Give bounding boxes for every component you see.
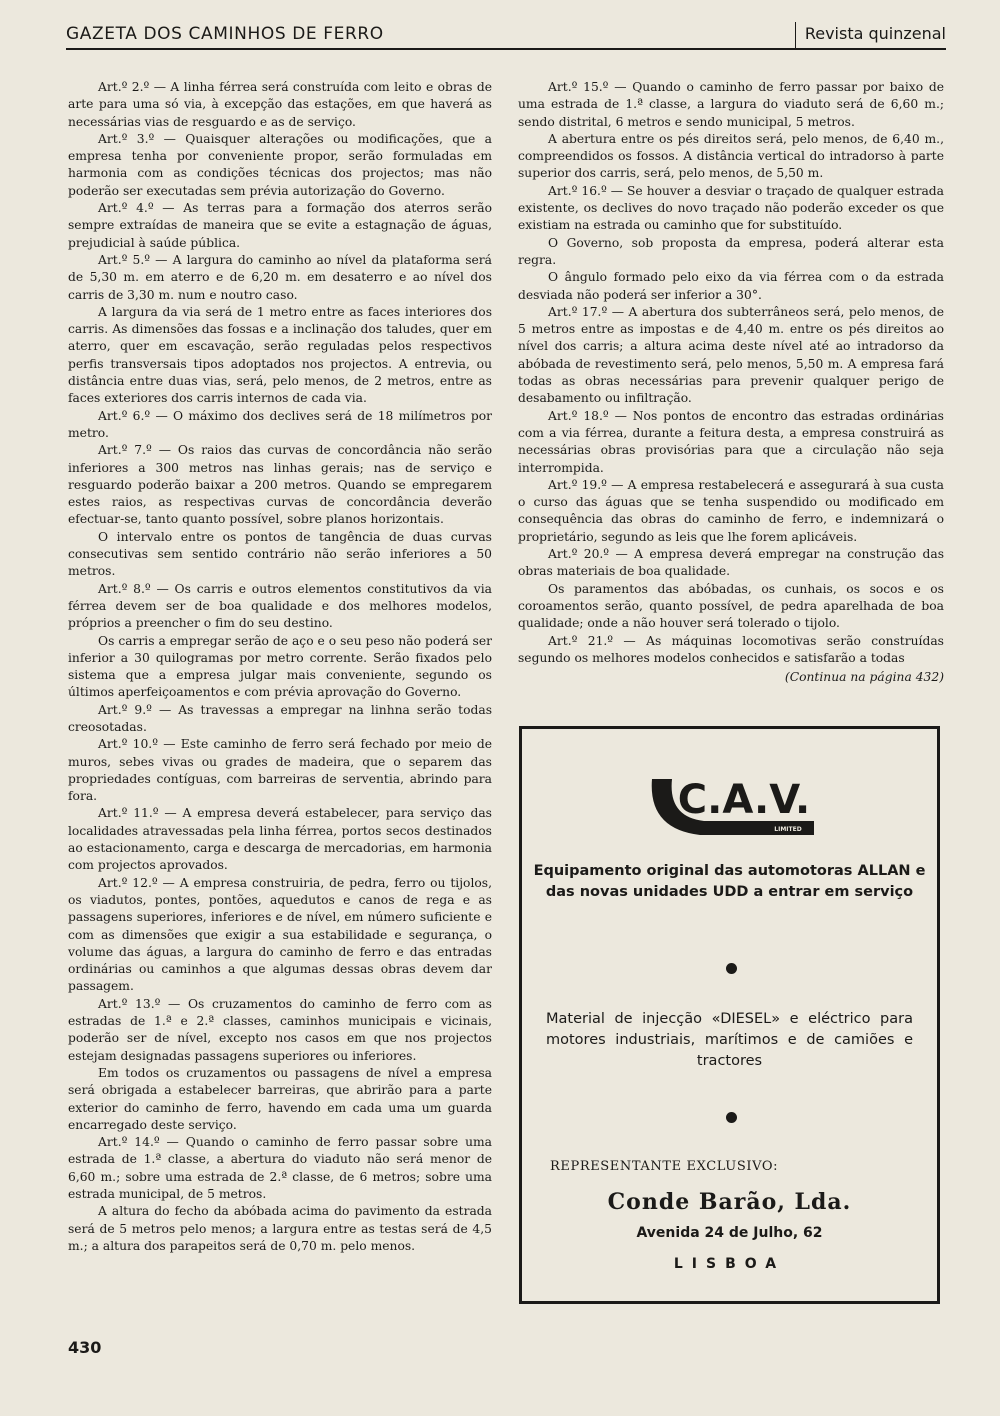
article-paragraph: Em todos os cruzamentos ou passagens de nível a empresa será obrigada a estabelecer barreiras, que abrirão para a parte exterior do caminho de ferro, havendo em cada uma um guarda encarregado deste serviço. xyxy=(68,1065,492,1132)
article-paragraph: A altura do fecho da abóbada acima do pavimento da estrada será de 5 metros pelo menos; a largura entre as testas será de 4,5 m.; a altura dos parapeitos será de 0,70 m. pelo menos. xyxy=(68,1204,492,1253)
article-paragraph: Art.º 9.º — As travessas a empregar na linhna serão todas creosotadas. xyxy=(68,702,492,734)
page-number: 430 xyxy=(68,1338,102,1357)
article-paragraph: Art.º 7.º — Os raios das curvas de concordância não serão inferiores a 300 metros nas linhas gerais; nas de serviço e resguardo poderão baixar a 200 metros. Quando se empregarem estes raios, as respectivas curvas de concordância deverão efectuar-se, tanto quanto possível, sobre planos horizontais. xyxy=(68,443,492,527)
article-paragraph: O Governo, sob proposta da empresa, poderá alterar esta regra. xyxy=(518,235,944,267)
bullet-dot xyxy=(726,1112,737,1123)
article-paragraph: Art.º 17.º — A abertura dos subterrâneos será, pelo menos, de 5 metros entre as impostas e de 4,40 m. entre os pés direitos ao nível dos carris; a altura acima deste nível até ao intradorso da abóbada de revestimento será, pelo menos, 5,50 m. A empresa fará todas as obras necessárias para prevenir qualquer perigo de desabamento ou infiltração. xyxy=(518,304,944,406)
article-paragraph: Art.º 11.º — A empresa deverá estabelecer, para serviço das localidades atravessadas pela linha férrea, portos secos destinados ao estacionamento, carga e descarga de mercadorias, em harmonia com projectos aprovados. xyxy=(68,806,492,873)
article-paragraph: O ângulo formado pelo eixo da via férrea com o da estrada desviada não poderá ser inferior a 30°. xyxy=(518,270,944,302)
company-name: Conde Barão, Lda. xyxy=(607,1189,852,1215)
article-paragraph: Art.º 16.º — Se houver a desviar o traçado de qualquer estrada existente, os declives do novo traçado não poderão exceder os que existiam na estrada ou caminho que for substituído. xyxy=(518,183,944,233)
article-paragraph: Art.º 4.º — As terras para a formação dos aterros serão sempre extraídas de maneira que se evite a estagnação de águas, prejudicial à saúde pública. xyxy=(68,201,492,250)
article-paragraph: Art.º 2.º — A linha férrea será construída com leito e obras de arte para uma só via, à excepção das estações, em que haverá as necessárias vias de resguardo e as de serviço. xyxy=(68,80,492,129)
article-paragraph: Art.º 21.º — As máquinas locomotivas serão construídas segundo os melhores modelos conhecidos e satisfarão a todas xyxy=(518,633,944,665)
advertisement-box xyxy=(519,726,940,1304)
article-paragraph: Art.º 14.º — Quando o caminho de ferro passar sobre uma estrada de 1.ª classe, a abertura do viaduto não será menor de 6,60 m.; sobre uma estrada de 2.ª classe, de 6 metros; sobre uma estrada municipal, de 5 metros. xyxy=(68,1135,492,1201)
right-column xyxy=(518,79,944,686)
logo-subtext: LIMITED xyxy=(774,826,802,833)
article-paragraph: Art.º 8.º — Os carris e outros elementos constitutivos da via férrea devem ser de boa qualidade e dos melhores modelos, próprios a preencher o fim do seu destino. xyxy=(68,581,492,631)
article-paragraph: Art.º 12.º — A empresa construiria, de pedra, ferro ou tijolos, os viadutos, pontes, pontões, aquedutos e canos de rega e as passagens superiores, inferiores e de nível, em número suficiente e com as dimensões que exigir a sua estabilidade e segurança, o volume das águas, a largura do caminho de ferro e das entradas ordinárias ou caminhos a que algumas dessas obras devem dar passagem. xyxy=(68,875,492,994)
bullet-dot xyxy=(726,963,737,974)
representative-label: REPRESENTANTE EXCLUSIVO: xyxy=(550,1159,779,1174)
article-paragraph: Art.º 20.º — A empresa deverá empregar na construção das obras materiais de boa qualidade. xyxy=(518,547,944,579)
company-address: Avenida 24 de Julho, 62 xyxy=(636,1225,823,1241)
article-paragraph: Art.º 18.º — Nos pontos de encontro das estradas ordinárias com a via férrea, durante a feitura desta, a empresa construirá as necessárias obras provisórias para que a circulação não seja interrompida. xyxy=(518,408,944,475)
article-paragraph: Os carris a empregar serão de aço e o seu peso não poderá ser inferior a 30 quilogramas por metro corrente. Serão fixados pelo sistema que a empresa julgar mais conveniente, segundo os últimos aperfeiçoamentos e com prévia aprovação do Governo. xyxy=(68,633,492,700)
article-paragraph: Os paramentos das abóbadas, os cunhais, os socos e os coroamentos serão, quanto possível, de pedra aparelhada de boa qualidade; onde a não houver será tolerado o tijolo. xyxy=(518,581,944,631)
company-city: LISBOA xyxy=(673,1256,786,1272)
article-paragraph: Art.º 5.º — A largura do caminho ao nível da plataforma será de 5,30 m. em aterro e de 6,20 m. em desaterro e ao nível dos carris de 3,30 m. num e noutro caso. xyxy=(68,252,492,302)
cav-logo xyxy=(642,765,822,845)
right-column-articles xyxy=(518,79,944,667)
article-paragraph: Art.º 3.º — Quaisquer alterações ou modificações, que a empresa tenha por conveniente propor, serão formuladas em harmonia com as condições técnicas dos projectos; mas não poderão ser executadas sem prévia autorização do Governo. xyxy=(68,131,492,198)
article-paragraph: O intervalo entre os pontos de tangência de duas curvas consecutivas sem sentido contrário não serão inferiores a 50 metros. xyxy=(68,529,492,579)
page-header xyxy=(66,22,946,50)
journal-subtitle: Revista quinzenal xyxy=(804,24,946,43)
article-paragraph: Art.º 19.º — A empresa restabelecerá e assegurará à sua custa o curso das águas que se tenha suspendido ou modificado em consequência das obras do caminho de ferro, e indemnizará o proprietário, segundo as leis que lhe forem aplicáveis. xyxy=(518,477,944,544)
left-column xyxy=(68,79,492,1255)
logo-text: C.A.V. xyxy=(677,777,811,823)
article-paragraph: Art.º 10.º — Este caminho de ferro será fechado por meio de muros, sebes vivas ou grades de madeira, que o separem das propriedades contíguas, com barreiras de serventia, abrindo para fora. xyxy=(68,737,492,804)
header-divider xyxy=(795,22,796,48)
article-paragraph: A largura da via será de 1 metro entre as faces interiores dos carris. As dimensões das fossas e a inclinação dos taludes, quer em aterro, quer em escavação, serão reguladas pelos respectivos perfis transversais tipos adoptados nos projectos. A entrevia, ou distância entre duas vias, será, pelo menos, de 2 metros, entre as faces exteriores dos carris internos de cada via. xyxy=(68,304,492,406)
journal-title: GAZETA DOS CAMINHOS DE FERRO xyxy=(66,24,384,44)
article-paragraph: Art.º 13.º — Os cruzamentos do caminho de ferro com as estradas de 1.ª e 2.ª classes, caminhos municipais e vicinais, poderão ser de nível, excepto nos casos em que nos projectos estejam designadas passagens superiores ou inferiores. xyxy=(68,996,492,1063)
article-paragraph: Art.º 15.º — Quando o caminho de ferro passar por baixo de uma estrada de 1.ª classe, a largura do viaduto será de 6,60 m.; sendo distrital, 6 metros e sendo municipal, 5 metros. xyxy=(518,80,944,129)
ad-body: Material de injecção «DIESEL» e eléctrico para motores industriais, marítimos e de camiões e tractores xyxy=(546,1011,913,1069)
article-paragraph: A abertura entre os pés direitos será, pelo menos, de 6,40 m., compreendidos os fossos. A distância vertical do intradorso à parte superior dos carris, será, pelo menos, de 5,50 m. xyxy=(518,131,944,181)
ad-headline: Equipamento original das automotoras ALLAN e das novas unidades UDD a entrar em serviço xyxy=(533,863,926,900)
article-paragraph: Art.º 6.º — O máximo dos declives será de 18 milímetros por metro. xyxy=(68,408,492,440)
continuation-note: (Continua na página 432) xyxy=(784,670,944,685)
